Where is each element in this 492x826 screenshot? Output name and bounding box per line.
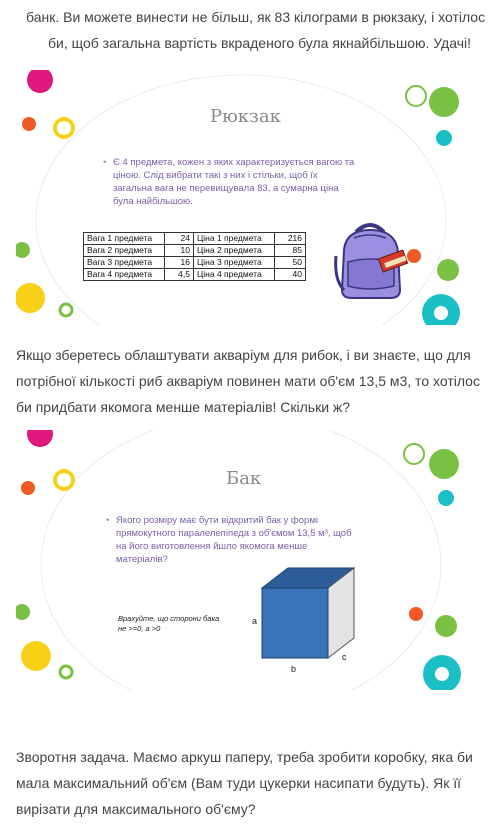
bullet-line: Якого розміру має бути відкритий бак у формі [116,515,318,526]
hint-note [118,614,219,634]
table-cell: Вага 1 предмета [84,233,165,245]
table-cell: 40 [275,269,306,281]
table-cell: 16 [165,257,194,269]
bullet-line: загальна вага не перевищувала 83, а сумарна ціна [113,183,339,194]
bullet-line: Є 4 предмета, кожен з яких характеризується вагою та [113,157,355,168]
bullet-line: на його виготовлення йшло якомога менше [116,541,308,552]
paragraph-line: потрібної кількості риб акваріум повинен мати об'єм 13,5 м3, то хотілос [16,373,480,389]
deco-circle [27,70,53,93]
reverse-task-paragraph [16,744,486,822]
backpack-icon [334,220,412,300]
bullet-icon: • [106,515,110,526]
dimension-c-label: c [342,652,347,662]
paragraph-line: вирізати для максимального об'єму? [16,801,256,817]
table-cell: 24 [165,233,194,245]
paragraph-line: би придбати якомога менше матеріалів! Скільки ж? [16,399,351,415]
table-cell: Ціна 3 предмета [194,257,275,269]
slide-backpack [16,70,466,325]
paragraph-line: Якщо зберетесь облаштувати акваріум для рибок, і ви знаєте, що для [16,347,471,363]
items-table [83,232,306,281]
dimension-b-label: b [291,664,297,674]
paragraph-line: Зворотня задача. Маємо аркуш паперу, треба зробити коробку, яка би [16,749,473,765]
bullet-line: ціною. Слід вибрати такі з них і стільки, щоб їх [113,170,318,181]
dimension-a-label: a [252,616,258,626]
slide-bullet [103,156,413,208]
table-cell: Вага 2 предмета [84,245,165,257]
table-row [84,257,306,269]
bullet-line: прямокутного паралелепіпеда з об'ємом 13,5 м³, щоб [116,528,352,539]
slide-tank [16,430,466,690]
note-line: не >=0, а >0 [118,624,161,633]
intro-paragraph [16,4,486,56]
bullet-icon: • [103,157,107,168]
aquarium-paragraph [16,342,486,420]
slide-title: Рюкзак [210,106,281,127]
table-cell: 50 [275,257,306,269]
bullet-line: матеріалів? [116,554,168,565]
table-cell: 4,5 [165,269,194,281]
table-cell: Вага 3 предмета [84,257,165,269]
box-icon [260,566,360,662]
slide-title: Бак [226,468,262,489]
table-cell: 10 [165,245,194,257]
note-line: Врахуйте, що сторони бака [118,614,220,623]
paragraph-line: мала максимальний об'єм (Вам туди цукерки насипати будуть). Як її [16,775,462,791]
intro-line-2: би, щоб загальна вартість вкраденого була якнайбільшою. Удачі! [48,35,472,51]
table-cell: 85 [275,245,306,257]
bullet-line: була найбільшою. [113,196,193,207]
table-cell: 216 [275,233,306,245]
table-cell: Ціна 2 предмета [194,245,275,257]
intro-line-1: банк. Ви можете винести не більш, як 83 кілограми в рюкзаку, і хотілос [26,9,486,25]
table-cell: Вага 4 предмета [84,269,165,281]
table-row [84,269,306,281]
table-row [84,233,306,245]
table-cell: Ціна 1 предмета [194,233,275,245]
slide-bullet [106,514,416,566]
table-row [84,245,306,257]
table-cell: Ціна 4 предмета [194,269,275,281]
